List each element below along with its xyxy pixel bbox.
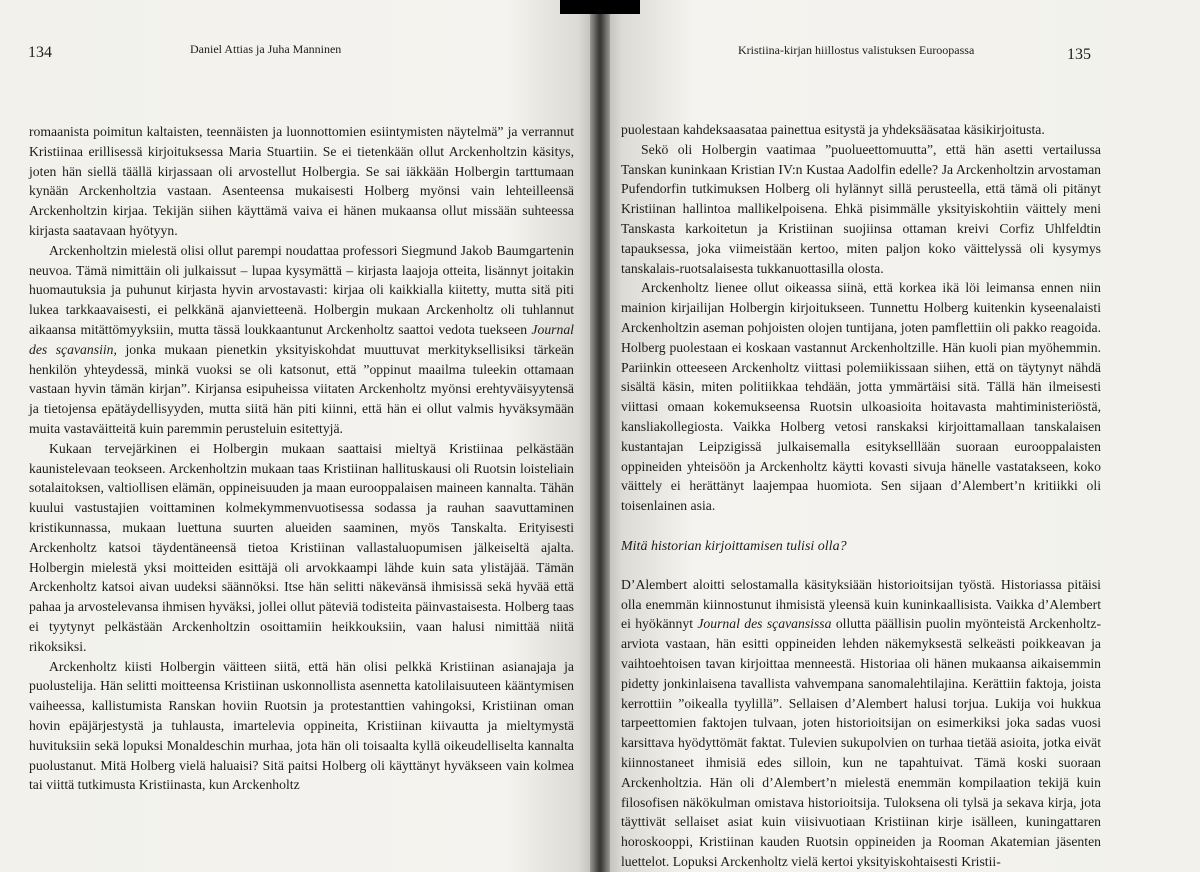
page-number-right: 135 xyxy=(1067,46,1091,63)
paragraph xyxy=(621,575,1101,872)
paragraph: Arckenholtz lienee ollut oikeassa siinä, että korkea ikä löi leimansa ennen niin mainion kirjailijan Holbergin kirjoitukseen. Tunnettu Holberg kuitenkin kyseenalaisti Arckenholtzin aseman pohjoisten olojen tuntijana, joten pamflettiin oli pakko reagoida. Holberg puolestaan ei koskaan vastannut Arckenholtzille. Hän kuoli pian myöhemmin. Pariinkin otteeseen Arckenholtz viittasi polemiikissaan siihen, että on täytynyt nähdä sisältä käsin, miten politiikkaa tehdään, jotta ymmärtäisi sitä. Tällä hän ilmeisesti viittasi omaan kokemukseensa Ruotsin ulkoasioita hoitavasta mahtiministeriöstä, kansliakollegiosta. Vaikka Holberg vetosi ranskaksi kirjoittamallaan tanskalaisen kustantajan Leipzigissä julkaisemalla esitykselllään suoraan eurooppalaisten oppineiden yhteisöön ja Arckenholtz käytti kovasti sivuja hänelle vastatakseen, koko väittely ei herättänyt laajempaa huomiota. Sen sijaan d’Alembert’n kritiikki oli toisenlainen asia. xyxy=(621,280,1101,514)
left-text-body xyxy=(29,122,574,795)
paragraph: Arckenholtz kiisti Holbergin väitteen siitä, että hän olisi pelkkä Kristiinan asianajaja ja puolustelija. Hän selitti moitteensa Kristiinan uskonnollista asennetta katolilaisuuteen kääntymisen vaiheessa, kallistumista Ranskan hoviin Ruotsin ja protestanttien vahingoksi, Kristiinan oman hovin epäjärjestystä ja tuhlausta, imartelevia oppineita, Kristiinan kiivautta ja mieltymystä huvituksiin sekä lopuksi Monaldeschin murhaa, jota hän oli toisaalta kyllä oikeudelliselta kannalta puolustanut. Mitä Holberg vielä haluaisi? Sitä paitsi Holberg oli käyttänyt hyväkseen vain kolmea tai viittä tutkimusta Kristiinasta, kun Arckenholtz xyxy=(29,658,574,793)
paragraph-text: Arckenholtzin mielestä olisi ollut parempi noudattaa professori Siegmund Jakob Baumgartenin neuvoa. Tämä nimittäin oli julkaissut – lupaa kysymättä – kirjasta laajoja otteita, lisännyt joitakin huomautuksia ja puhunut kirjasta hyvin arvostavasti: kirjaa oli kaikkialla kiitetty, mutta sitä piti lukea tarkkaavaisesti, ei pelkkänä ajanvietteenä. Holbergin mukaan Arckenholtz oli tuhlannut aikaansa mitättömyyksiin, mutta tässä loukkaantunut Arckenholtz saattoi vedota tuekseen xyxy=(29,242,574,337)
running-header-right: Kristiina-kirjan hiillostus valistuksen Euroopassa xyxy=(738,43,975,57)
left-page xyxy=(0,0,596,872)
journal-title: Journal des sçavansissa xyxy=(697,616,832,632)
right-text-body xyxy=(621,120,1101,872)
page-number-left: 134 xyxy=(28,44,52,61)
paragraph: romaanista poimitun kaltaisten, teennäisten ja luonnottomien esiintymisten näytelmä” ja verrannut Kristiinaa erillisessä kirjoituksessa Maria Stuartiin. Se ei tietenkään ollut Arckenholtzin käsitys, joten hän siellä täällä kirjassaan oli arvostellut Holbergia. Se sai iäkkään Holbergin tarttumaan kynään Arckenholtzia vastaan. Asenteensa mukaisesti Holberg myönsi vain lehteilleensä Arckenholtzin kirjaa. Tekijän siihen käyttämä vaiva ei hänen mukaansa ollut missään suhteessa kirjasta saatavaan hyötyyn. xyxy=(29,124,574,238)
paragraph-text: D’Alembert aloitti selostamalla käsityksiään historioitsijan työstä. Historiassa pitäisi olla enemmän kiinnostunut ihmisistä yleensä kuin kuninkaallisista. Vaikka d’Alembert ei hyökännyt xyxy=(621,576,1101,632)
running-header-left: Daniel Attias ja Juha Manninen xyxy=(190,42,342,56)
gutter-shadow xyxy=(560,0,640,14)
paragraph xyxy=(29,241,574,439)
paragraph: Sekö oli Holbergin vaatimaa ”puolueettomuutta”, että hän asetti vertailussa Tanskan kuninkaan Kristian IV:n Kustaa Aadolfin edelle? Ja Arckenholtzin arvostaman Pufendorfin tutkimuksen Holberg oli hylännyt sillä perusteella, että tämä oli pitänyt Kristiinan hallintoa mallikelpoisena. Ehkä pisimmälle yksityiskohtiin väittely meni Tanskasta karkoitetun ja Kristiinan suojiinsa ottaman kreivi Corfiz Uhlfeldtin tapauksessa, joka viimeistään kertoo, miten paljon koko väittelyssä oli kysymys tanskalais-ruotsalaisesta tukkanuottasilla olosta. xyxy=(621,141,1101,276)
paragraph-text: ollutta päällisin puolin myönteistä Arckenholtz-arviota vastaan, hän esitti oppineiden lehden näkemyksestä selkeästi poikkeavan ja vaihtoehtoisen tavan kirjoittaa menneestä. Historiaa oli hänen mukaansa aikaisemmin pidetty jonkinlaisena tavallista vahvempana sanomalehtilajina. Kerättiin faktoja, joista kerrottiin ”oikealla tyylillä”. Sellaisen d’Alembert halusi torjua. Lukija voi hukkua tarpeettomien faktojen tulvaan, joten historioitsijan on esimerkiksi joka sadas vuosi karsittava hyödyttömät faktat. Tulevien sukupolvien on turhaa tietää asioita, jotka eivät kiinnostaneet ihmisiä edes silloin, kun ne tapahtuivat. Tämä koski suoraan Arckenholtzia. Hän oli d’Alembert’n mielestä enemmän kompilaation tekijä kuin filosofisen näkökulman omistava historioitsija. Tuloksena oli tylsä ja sekava kirja, jota täyttivät sellaiset asiat kuin viisivuotiaan Kristiinan kirje isälleen, kuningattaren horoskooppi, Kristiinan kauden Ruotsin oppineiden ja Rooman Akatemian jäsenten luettelot. Lopuksi Arckenholtz vielä kertoi yksityiskohtaisesti Kristii- xyxy=(621,616,1101,869)
paragraph: puolestaan kahdeksaasataa painettua esitystä ja yhdeksääsataa käsikirjoitusta. xyxy=(621,122,1045,137)
paragraph-text: jonka mukaan pienetkin yksityiskohdat muuttuvat merkityksellisiksi tärkeän henkilön yhteydessä, minkä vuoksi se oli katsonut, että ”oppinut maailma tuleekin ottamaan vastaan hyvin tämän kirjan”. Kirjansa esipuheissa viitaten Arckenholtz myönsi erehtyväisyytensä ja tietojensa epätäydellisyyden, mutta siitä hän piti kiinni, että hän ei ollut valmis hyväksymään muita vastaväitteitä kuin paremmin perusteluin esitettyjä. xyxy=(29,341,574,436)
right-page xyxy=(604,0,1200,872)
paragraph: Kukaan tervejärkinen ei Holbergin mukaan saattaisi mieltyä Kristiinaa pelkästään kaunistelevaan teokseen. Arckenholtzin mukaan taas Kristiinan hallituskausi oli Ruotsin loisteliain sotalaitoksen, valtiollisen elämän, oppineisuuden ja maan eurooppalaisen maineen kannalta. Tähän kuului vastustajien voittaminen kolmekymmenvuotisessa sodassa ja rauhan saavuttaminen kristikunnassa, mukaan luettuna suurten alueiden saaminen, myös Tanskalta. Erityisesti Arckenholtz katsoi täydentäneensä tietoa Kristiinan vallastaluopumisen jälkeiseltä ajalta. Holbergin mielestä yksi moitteiden esittäjä oli arvokkaampi lähde kuin sata ylistäjää. Tämän Arckenholtz katsoi aivan uudeksi säännöksi. Itse hän selitti näkevänsä ihmisissä sekä hyvää että pahaa ja arvostelevansa ihmisen hyväksi, jollei ollut päteviä todisteita päinvastaisesta. Holberg taas ei tyytynyt pelkästään Arckenholtzin osoittamiin heikkouksiin, vaan halusi nimittää niitä rikoksiksi. xyxy=(29,440,574,654)
section-heading: Mitä historian kirjoittamisen tulisi olla? xyxy=(621,538,847,554)
journal-title: Journal des sçavansiin, xyxy=(29,321,574,357)
book-gutter xyxy=(590,0,610,872)
